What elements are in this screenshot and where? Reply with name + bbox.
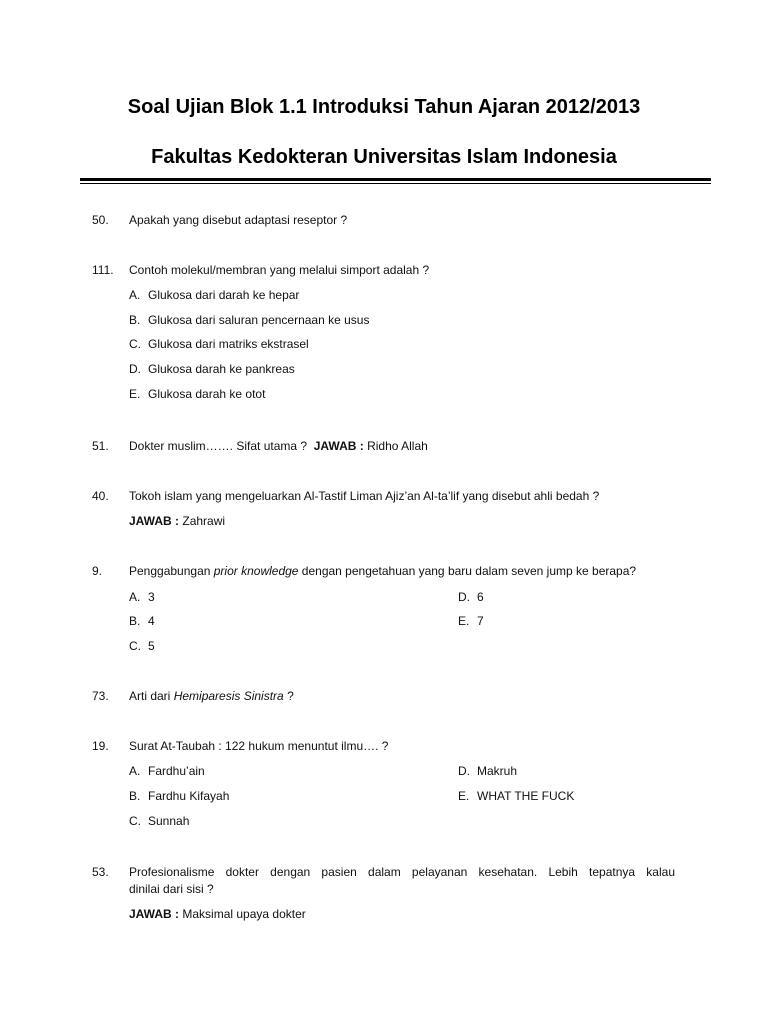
question-19	[92, 738, 676, 833]
question-text-line2: dinilai dari sisi ?	[129, 882, 214, 896]
question-111	[92, 262, 676, 412]
option-text: Sunnah	[148, 814, 190, 828]
question-53	[92, 864, 676, 924]
option-letter: C.	[129, 337, 141, 351]
answer-label: JAWAB :	[313, 439, 364, 453]
option-letter: A.	[129, 590, 141, 604]
option-text: 5	[148, 639, 155, 653]
question-40	[92, 488, 676, 533]
header-divider-thin	[80, 183, 711, 184]
question-text: Contoh molekul/membran yang melalui simport adalah ?	[129, 263, 430, 277]
option-letter: E.	[458, 789, 470, 803]
option-letter: A.	[129, 288, 141, 302]
option-text: Fardhu’ain	[148, 764, 205, 778]
question-number: 19.	[92, 739, 109, 753]
question-text: Penggabungan prior knowledge dengan pengetahuan yang baru dalam seven jump ke berapa?	[129, 564, 637, 578]
document-subtitle: Fakultas Kedokteran Universitas Islam Indonesia	[151, 146, 617, 168]
option-letter: D.	[129, 362, 141, 376]
question-text-line1: Profesionalisme dokter dengan pasien dalam pelayanan kesehatan. Lebih tepatnya kalau	[129, 865, 675, 879]
option-letter: D.	[458, 590, 470, 604]
option-text: Glukosa darah ke otot	[148, 387, 266, 401]
option-text: Glukosa dari saluran pencernaan ke usus	[148, 313, 370, 327]
option-letter: E.	[458, 614, 470, 628]
option-letter: C.	[129, 814, 141, 828]
option-text: Glukosa dari darah ke hepar	[148, 288, 300, 302]
option-text: Glukosa darah ke pankreas	[148, 362, 295, 376]
question-number: 73.	[92, 689, 109, 703]
answer-label: JAWAB :	[129, 514, 180, 528]
question-text: Surat At-Taubah : 122 hukum menuntut ilmu…. ?	[129, 739, 389, 753]
question-9	[92, 563, 676, 653]
option-text: 3	[148, 590, 155, 604]
option-text: 6	[477, 590, 484, 604]
question-number: 9.	[92, 564, 103, 578]
question-number: 51.	[92, 439, 109, 453]
question-text: Arti dari Hemiparesis Sinistra ?	[129, 689, 294, 703]
option-letter: E.	[129, 387, 141, 401]
question-number: 50.	[92, 213, 109, 227]
option-text: Glukosa dari matriks ekstrasel	[148, 337, 309, 351]
option-text: 7	[477, 614, 484, 628]
question-number: 53.	[92, 865, 109, 879]
option-letter: B.	[129, 313, 141, 327]
option-text: 4	[148, 614, 155, 628]
question-text: Tokoh islam yang mengeluarkan Al-Tastif Liman Ajiz’an Al-ta’lif yang disebut ahli bedah ?	[129, 489, 600, 503]
option-letter: C.	[129, 639, 141, 653]
document-title: Soal Ujian Blok 1.1 Introduksi Tahun Ajaran 2012/2013	[127, 96, 641, 118]
option-letter: A.	[129, 764, 141, 778]
question-text: Apakah yang disebut adaptasi reseptor ?	[129, 213, 348, 227]
option-text: Makruh	[477, 764, 518, 778]
question-number: 111.	[92, 263, 114, 277]
option-text: WHAT THE FUCK	[477, 789, 575, 803]
question-text: Dokter muslim……. Sifat utama ?	[129, 439, 308, 453]
option-letter: B.	[129, 614, 141, 628]
option-letter: D.	[458, 764, 470, 778]
answer-text: Ridho Allah	[367, 439, 428, 453]
answer-label: JAWAB :	[129, 907, 180, 921]
answer-text: Maksimal upaya dokter	[182, 907, 306, 921]
option-letter: B.	[129, 789, 141, 803]
option-text: Fardhu Kifayah	[148, 789, 230, 803]
question-number: 40.	[92, 489, 109, 503]
answer-text: Zahrawi	[182, 514, 226, 528]
header-divider-thick	[80, 178, 711, 181]
